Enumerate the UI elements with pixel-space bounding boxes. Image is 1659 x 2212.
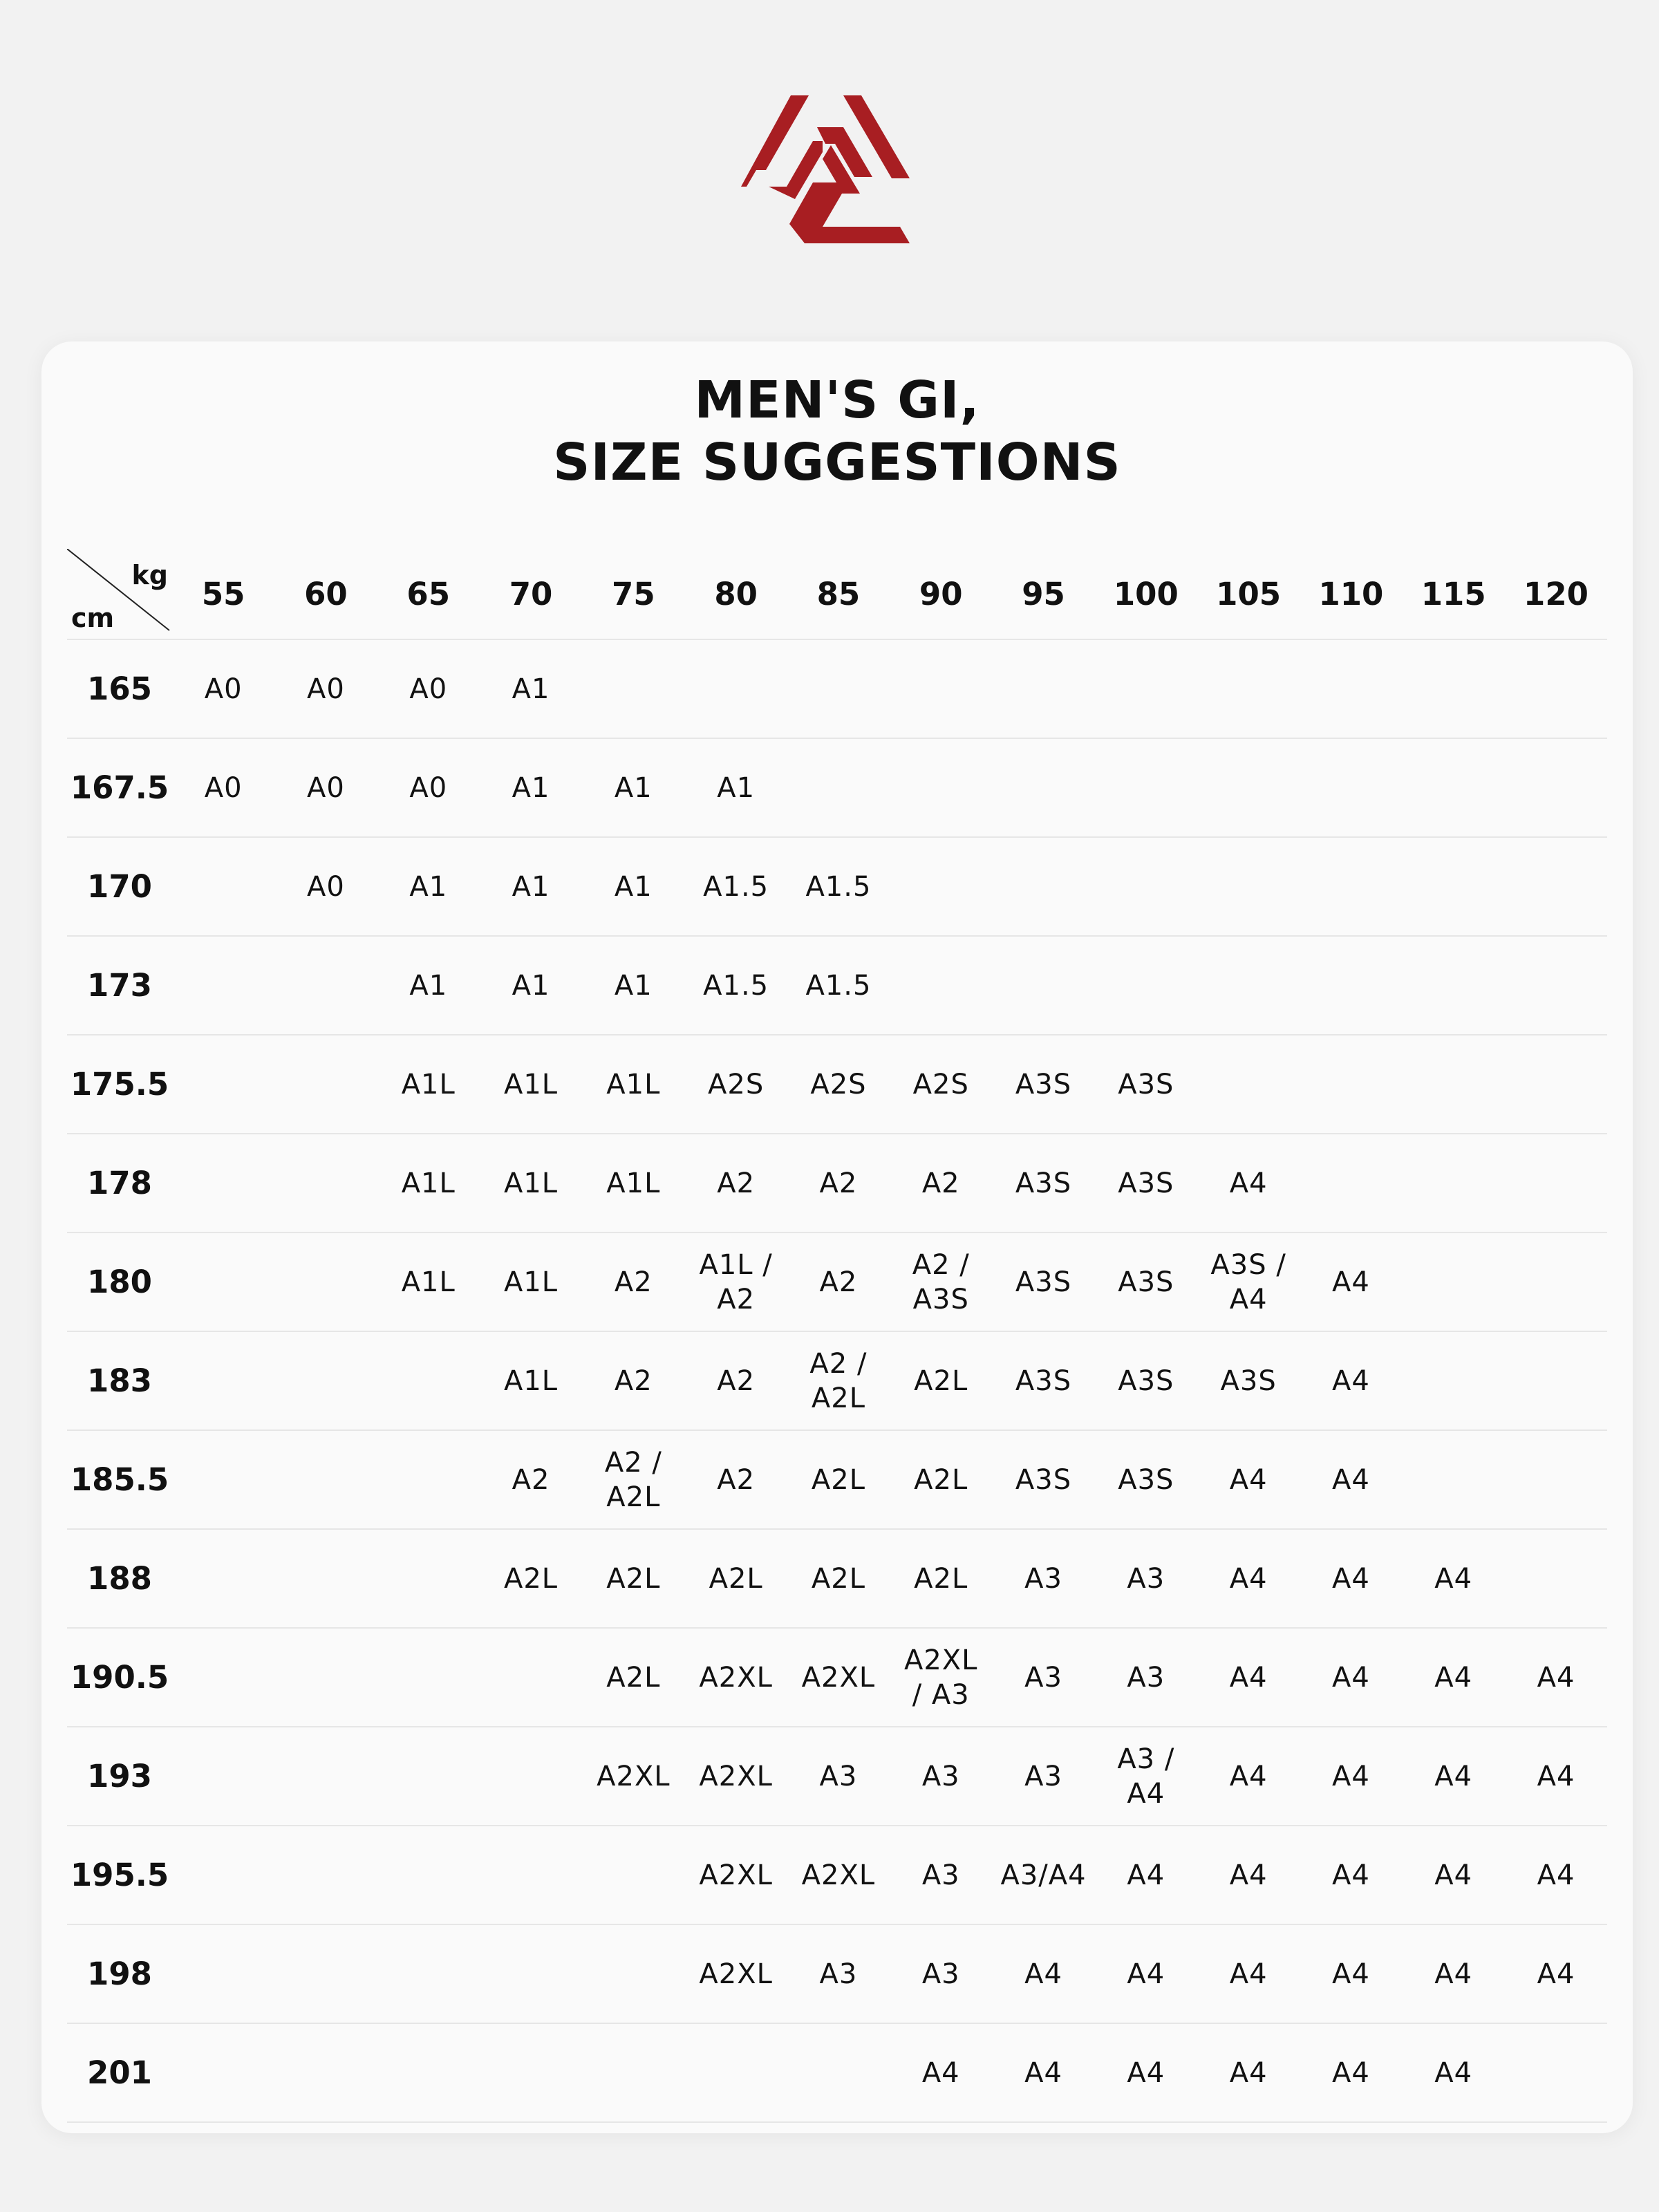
size-cell — [1197, 837, 1300, 936]
size-cell: A2L — [582, 1529, 684, 1628]
table-row — [67, 738, 1607, 837]
height-label: 170 — [67, 837, 172, 936]
size-cell — [172, 1331, 274, 1430]
size-cell — [480, 1924, 582, 2023]
size-cell — [1403, 1331, 1505, 1430]
size-cell: A4 — [1197, 1134, 1300, 1232]
size-cell: A3 — [992, 1529, 1094, 1628]
size-cell: A0 — [172, 738, 274, 837]
size-cell: A2L — [787, 1430, 890, 1529]
size-table — [67, 549, 1607, 2123]
table-row — [67, 936, 1607, 1035]
size-cell: A1 — [582, 936, 684, 1035]
size-chart-card — [41, 341, 1633, 2133]
size-cell — [1300, 1134, 1402, 1232]
size-cell — [1197, 1035, 1300, 1134]
size-cell — [377, 1529, 480, 1628]
size-cell: A3 — [787, 1727, 890, 1826]
table-row — [67, 1134, 1607, 1232]
size-cell: A4 — [1300, 1331, 1402, 1430]
size-cell: A1 — [480, 639, 582, 738]
size-cell — [582, 1826, 684, 1924]
size-cell: A1L / A2 — [684, 1232, 787, 1331]
size-cell: A1 — [684, 738, 787, 837]
height-label: 178 — [67, 1134, 172, 1232]
size-cell — [172, 1035, 274, 1134]
size-cell — [172, 936, 274, 1035]
size-cell: A3S — [1095, 1331, 1197, 1430]
size-cell — [1505, 1134, 1607, 1232]
size-cell: A1 — [582, 738, 684, 837]
size-cell — [1505, 837, 1607, 936]
size-cell: A3 / A4 — [1095, 1727, 1197, 1826]
table-row — [67, 1826, 1607, 1924]
size-cell — [1197, 936, 1300, 1035]
size-cell: A1L — [377, 1035, 480, 1134]
size-cell — [684, 2023, 787, 2122]
size-cell — [480, 1826, 582, 1924]
size-cell — [1505, 1430, 1607, 1529]
size-cell: A1 — [480, 738, 582, 837]
size-cell: A1 — [480, 936, 582, 1035]
size-cell — [1403, 1035, 1505, 1134]
table-row — [67, 1331, 1607, 1430]
size-cell — [1505, 738, 1607, 837]
size-cell: A2 / A3S — [890, 1232, 992, 1331]
size-cell: A3S — [992, 1331, 1094, 1430]
size-cell — [1403, 837, 1505, 936]
size-cell: A0 — [274, 639, 377, 738]
table-row — [67, 1628, 1607, 1727]
size-cell: A2XL — [684, 1924, 787, 2023]
table-row — [67, 1529, 1607, 1628]
size-cell: A4 — [1403, 1628, 1505, 1727]
size-cell — [274, 936, 377, 1035]
size-cell: A2L — [480, 1529, 582, 1628]
title-line-2: SIZE SUGGESTIONS — [553, 433, 1121, 492]
size-cell: A1.5 — [787, 936, 890, 1035]
size-cell: A1L — [582, 1134, 684, 1232]
size-cell — [377, 2023, 480, 2122]
size-cell: A2 — [684, 1134, 787, 1232]
size-cell: A4 — [1197, 2023, 1300, 2122]
size-cell: A4 — [1403, 1924, 1505, 2023]
size-cell — [377, 1924, 480, 2023]
brand-logo-icon — [741, 95, 910, 243]
size-cell — [582, 2023, 684, 2122]
height-label: 165 — [67, 639, 172, 738]
size-cell — [1300, 738, 1402, 837]
size-cell — [172, 1727, 274, 1826]
size-cell: A3S — [1095, 1430, 1197, 1529]
size-cell — [1095, 639, 1197, 738]
size-cell: A2XL — [684, 1727, 787, 1826]
size-cell: A4 — [1300, 1628, 1402, 1727]
size-cell: A4 — [1300, 1924, 1402, 2023]
size-cell — [377, 1331, 480, 1430]
height-label: 193 — [67, 1727, 172, 1826]
size-cell: A1 — [480, 837, 582, 936]
size-cell: A3S — [992, 1035, 1094, 1134]
size-cell: A2L — [582, 1628, 684, 1727]
size-cell — [787, 738, 890, 837]
size-cell — [1505, 1232, 1607, 1331]
size-cell: A4 — [1197, 1727, 1300, 1826]
size-cell — [274, 1331, 377, 1430]
size-cell: A0 — [377, 738, 480, 837]
size-cell: A3S — [992, 1134, 1094, 1232]
size-cell — [480, 1628, 582, 1727]
size-cell: A1.5 — [787, 837, 890, 936]
table-row — [67, 1035, 1607, 1134]
size-cell: A2L — [684, 1529, 787, 1628]
height-label: 183 — [67, 1331, 172, 1430]
size-cell — [890, 837, 992, 936]
size-cell: A4 — [1197, 1529, 1300, 1628]
weight-header-70: 70 — [480, 549, 582, 639]
corner-header-cell — [67, 549, 172, 639]
height-label: 173 — [67, 936, 172, 1035]
size-cell: A4 — [1197, 1924, 1300, 2023]
size-cell — [274, 1628, 377, 1727]
size-cell — [787, 639, 890, 738]
size-cell — [274, 1924, 377, 2023]
size-cell: A4 — [1300, 1826, 1402, 1924]
size-cell: A3/A4 — [992, 1826, 1094, 1924]
size-cell — [274, 1430, 377, 1529]
size-cell: A4 — [1403, 1529, 1505, 1628]
height-label: 195.5 — [67, 1826, 172, 1924]
size-cell — [377, 1826, 480, 1924]
size-cell — [274, 1134, 377, 1232]
table-row — [67, 639, 1607, 738]
height-label: 185.5 — [67, 1430, 172, 1529]
size-cell: A3 — [890, 1826, 992, 1924]
size-cell: A4 — [1300, 1430, 1402, 1529]
size-cell: A4 — [1197, 1628, 1300, 1727]
size-cell: A4 — [992, 2023, 1094, 2122]
size-cell: A4 — [992, 1924, 1094, 2023]
weight-header-110: 110 — [1300, 549, 1402, 639]
size-cell: A1L — [377, 1232, 480, 1331]
size-cell: A1L — [582, 1035, 684, 1134]
size-cell: A4 — [890, 2023, 992, 2122]
size-cell — [274, 1035, 377, 1134]
size-cell: A2 — [582, 1232, 684, 1331]
weight-header-65: 65 — [377, 549, 480, 639]
size-cell — [172, 2023, 274, 2122]
size-cell — [172, 1430, 274, 1529]
size-cell — [1505, 2023, 1607, 2122]
size-cell: A3S / A4 — [1197, 1232, 1300, 1331]
weight-header-105: 105 — [1197, 549, 1300, 639]
size-cell — [890, 639, 992, 738]
size-cell: A2S — [684, 1035, 787, 1134]
size-cell: A3 — [1095, 1529, 1197, 1628]
size-cell: A4 — [1505, 1727, 1607, 1826]
size-cell: A4 — [1403, 2023, 1505, 2122]
weight-header-115: 115 — [1403, 549, 1505, 639]
size-cell: A1L — [377, 1134, 480, 1232]
height-label: 180 — [67, 1232, 172, 1331]
size-cell: A2 — [684, 1430, 787, 1529]
size-cell — [1403, 1430, 1505, 1529]
size-cell: A2XL / A3 — [890, 1628, 992, 1727]
size-cell — [1095, 738, 1197, 837]
size-cell — [582, 1924, 684, 2023]
size-cell: A2L — [787, 1529, 890, 1628]
size-cell: A4 — [1095, 2023, 1197, 2122]
size-cell: A4 — [1403, 1727, 1505, 1826]
title-line-1: MEN'S GI, — [694, 371, 980, 430]
weight-header-100: 100 — [1095, 549, 1197, 639]
size-cell — [1505, 1529, 1607, 1628]
size-cell: A2XL — [582, 1727, 684, 1826]
size-cell — [1300, 936, 1402, 1035]
size-cell: A3S — [1095, 1035, 1197, 1134]
size-cell — [1300, 639, 1402, 738]
size-cell: A3 — [992, 1628, 1094, 1727]
size-cell — [890, 738, 992, 837]
size-cell: A2 — [890, 1134, 992, 1232]
size-cell — [992, 738, 1094, 837]
size-cell — [377, 1727, 480, 1826]
size-cell: A2XL — [684, 1826, 787, 1924]
weight-header-90: 90 — [890, 549, 992, 639]
size-cell: A2 — [787, 1232, 890, 1331]
size-cell: A1L — [480, 1035, 582, 1134]
weight-header-75: 75 — [582, 549, 684, 639]
size-cell — [890, 936, 992, 1035]
size-cell: A0 — [274, 738, 377, 837]
size-cell — [480, 1727, 582, 1826]
weight-header-60: 60 — [274, 549, 377, 639]
weight-header-row — [67, 549, 1607, 639]
size-cell — [377, 1628, 480, 1727]
size-cell: A1 — [377, 837, 480, 936]
size-cell: A4 — [1197, 1826, 1300, 1924]
size-cell — [1095, 837, 1197, 936]
table-row — [67, 837, 1607, 936]
size-cell — [274, 1232, 377, 1331]
size-cell — [1505, 1331, 1607, 1430]
size-cell — [172, 1134, 274, 1232]
size-cell: A2 — [582, 1331, 684, 1430]
size-cell: A1.5 — [684, 837, 787, 936]
size-cell: A4 — [1095, 1826, 1197, 1924]
size-cell: A0 — [172, 639, 274, 738]
corner-kg-label: kg — [131, 560, 168, 590]
size-cell: A1 — [377, 936, 480, 1035]
size-cell — [1095, 936, 1197, 1035]
height-label: 188 — [67, 1529, 172, 1628]
size-cell: A2S — [787, 1035, 890, 1134]
size-cell: A2 — [684, 1331, 787, 1430]
size-cell: A0 — [377, 639, 480, 738]
size-cell — [1197, 738, 1300, 837]
height-label: 201 — [67, 2023, 172, 2122]
size-cell — [172, 1529, 274, 1628]
height-label: 190.5 — [67, 1628, 172, 1727]
size-cell — [582, 639, 684, 738]
size-cell — [1403, 1134, 1505, 1232]
weight-header-120: 120 — [1505, 549, 1607, 639]
corner-cm-label: cm — [71, 603, 115, 633]
size-cell: A4 — [1300, 1529, 1402, 1628]
table-row — [67, 1232, 1607, 1331]
size-cell — [172, 1232, 274, 1331]
size-cell: A2L — [890, 1430, 992, 1529]
size-cell — [787, 2023, 890, 2122]
size-cell: A1L — [480, 1232, 582, 1331]
size-cell: A2 — [480, 1430, 582, 1529]
height-label: 175.5 — [67, 1035, 172, 1134]
size-cell: A0 — [274, 837, 377, 936]
size-cell — [172, 1628, 274, 1727]
size-cell: A3S — [1197, 1331, 1300, 1430]
size-cell — [377, 1430, 480, 1529]
size-cell — [274, 1529, 377, 1628]
size-cell: A2 / A2L — [582, 1430, 684, 1529]
size-cell — [1300, 1035, 1402, 1134]
size-cell: A3 — [1095, 1628, 1197, 1727]
size-cell: A1L — [480, 1134, 582, 1232]
size-cell: A2L — [890, 1331, 992, 1430]
size-cell: A4 — [1505, 1826, 1607, 1924]
height-label: 167.5 — [67, 738, 172, 837]
size-cell — [1403, 639, 1505, 738]
size-cell: A4 — [1300, 1727, 1402, 1826]
size-cell: A4 — [1095, 1924, 1197, 2023]
size-cell: A2XL — [787, 1628, 890, 1727]
size-cell: A3 — [890, 1924, 992, 2023]
size-cell — [172, 1826, 274, 1924]
size-cell — [1403, 936, 1505, 1035]
size-cell — [1300, 837, 1402, 936]
size-cell: A3 — [787, 1924, 890, 2023]
size-cell — [992, 837, 1094, 936]
size-cell: A1 — [582, 837, 684, 936]
size-cell: A4 — [1403, 1826, 1505, 1924]
size-cell — [684, 639, 787, 738]
table-row — [67, 2023, 1607, 2122]
size-cell: A3 — [992, 1727, 1094, 1826]
table-row — [67, 1430, 1607, 1529]
size-cell — [480, 2023, 582, 2122]
size-cell: A2 — [787, 1134, 890, 1232]
size-cell: A3S — [992, 1232, 1094, 1331]
size-cell — [1505, 936, 1607, 1035]
table-row — [67, 1727, 1607, 1826]
size-cell: A2XL — [684, 1628, 787, 1727]
size-cell: A4 — [1505, 1628, 1607, 1727]
size-cell — [1505, 639, 1607, 738]
weight-header-80: 80 — [684, 549, 787, 639]
weight-header-95: 95 — [992, 549, 1094, 639]
size-cell: A3 — [890, 1727, 992, 1826]
size-cell: A3S — [1095, 1134, 1197, 1232]
size-cell — [992, 639, 1094, 738]
size-cell — [1403, 738, 1505, 837]
size-cell — [172, 837, 274, 936]
size-cell: A2S — [890, 1035, 992, 1134]
size-cell: A3S — [1095, 1232, 1197, 1331]
height-label: 198 — [67, 1924, 172, 2023]
size-cell — [1197, 639, 1300, 738]
size-cell: A2L — [890, 1529, 992, 1628]
size-cell: A3S — [992, 1430, 1094, 1529]
size-cell — [992, 936, 1094, 1035]
size-cell: A4 — [1505, 1924, 1607, 2023]
size-cell — [274, 1727, 377, 1826]
size-cell: A2 / A2L — [787, 1331, 890, 1430]
size-cell: A1.5 — [684, 936, 787, 1035]
size-cell — [1403, 1232, 1505, 1331]
weight-header-85: 85 — [787, 549, 890, 639]
chart-title — [41, 369, 1633, 494]
size-cell: A1L — [480, 1331, 582, 1430]
size-cell — [172, 1924, 274, 2023]
size-cell: A4 — [1300, 2023, 1402, 2122]
weight-header-55: 55 — [172, 549, 274, 639]
size-cell: A4 — [1300, 1232, 1402, 1331]
size-cell: A2XL — [787, 1826, 890, 1924]
size-cell — [1505, 1035, 1607, 1134]
size-cell — [274, 2023, 377, 2122]
size-cell: A4 — [1197, 1430, 1300, 1529]
size-cell — [274, 1826, 377, 1924]
table-row — [67, 1924, 1607, 2023]
